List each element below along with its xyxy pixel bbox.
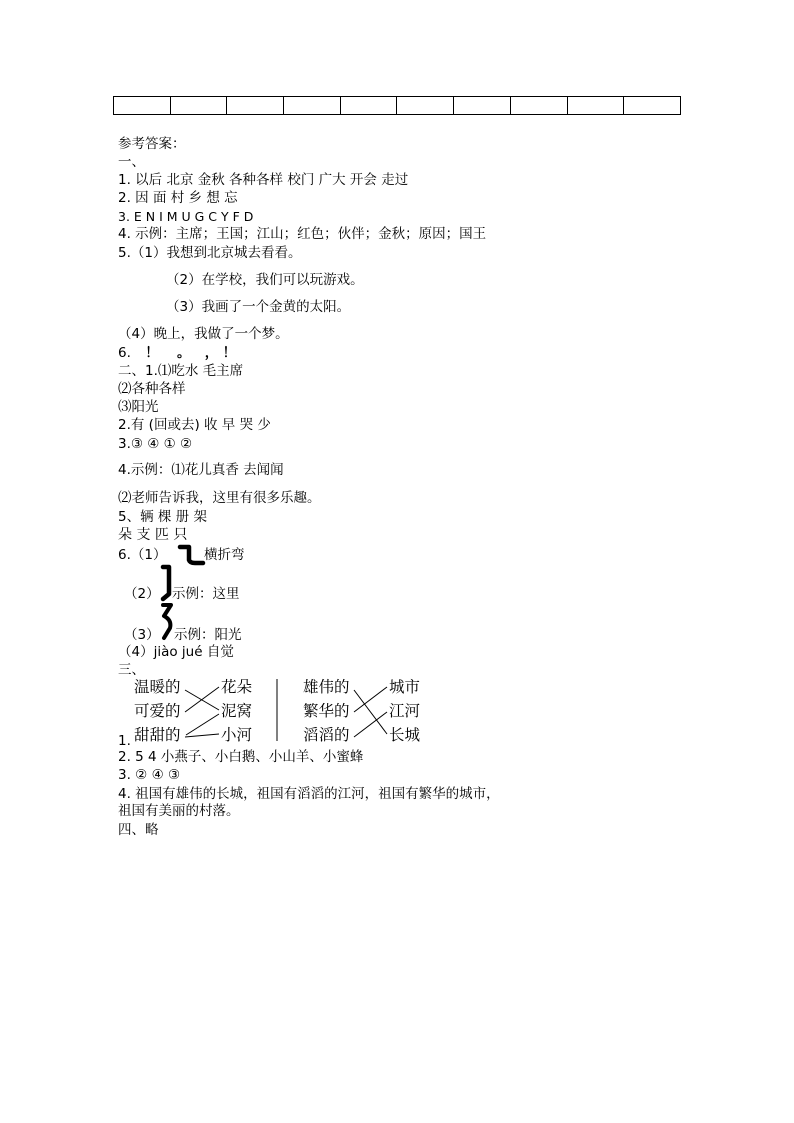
- s2-q6-2-text: 示例：这里: [172, 586, 240, 602]
- s2-q1-3: ⑶阳光: [118, 399, 159, 415]
- s2-q1-1: 二、1.⑴吃水 毛主席: [118, 363, 244, 379]
- match-left-word: 可爱的: [134, 702, 181, 720]
- match-right-word: 花朵: [221, 678, 253, 696]
- match-right-word: 小河: [221, 726, 253, 744]
- s1-q2: 2. 因 面 村 乡 想 忘: [118, 190, 238, 206]
- section-3-title: 三、: [118, 662, 145, 678]
- s2-q5-2: 朵 支 匹 只: [118, 527, 188, 543]
- match-left-word: 繁华的: [303, 702, 350, 720]
- s2-q6-1-prefix: 6.（1）: [118, 547, 167, 563]
- match-line: [354, 690, 387, 734]
- s2-q3: 3.③ ④ ① ②: [118, 436, 193, 452]
- s2-q6-3-prefix: （3）: [124, 627, 160, 643]
- s1-q5-1: 5.（1）我想到北京城去看看。: [118, 245, 302, 261]
- match-line: [185, 687, 219, 712]
- match-left-word: 雄伟的: [303, 678, 350, 696]
- s1-q6-punct-1: ！: [145, 345, 159, 361]
- s3-q2: 2. 5 4 小燕子、小白鹅、小山羊、小蜜蜂: [118, 749, 364, 765]
- s2-q1-2: ⑵各种各样: [118, 381, 186, 397]
- s1-q3: 3. E N I M U G C Y F D: [118, 209, 254, 224]
- s4: 四、略: [118, 822, 159, 838]
- match-line: [354, 712, 387, 737]
- s1-q1: 1. 以后 北京 金秋 各种各样 校门 广大 开会 走过: [118, 172, 409, 188]
- s1-q6-punct-2: 。: [176, 345, 191, 361]
- s2-q6-3-text: 示例：阳光: [174, 627, 242, 643]
- s1-q6-punct-3: ，: [204, 345, 219, 361]
- s2-q6-4: （4）jiào jué 自觉: [118, 644, 234, 660]
- s1-q4: 4. 示例：主席；王国；江山；红色；伙伴；金秋；原因；国王: [118, 226, 487, 242]
- s1-q5-4: （4）晚上，我做了一个梦。: [118, 326, 289, 342]
- s2-q4-2: ⑵老师告诉我，这里有很多乐趣。: [118, 490, 321, 506]
- s1-q5-2: （2）在学校，我们可以玩游戏。: [166, 272, 364, 288]
- match-line: [185, 734, 219, 737]
- match-right-word: 泥窝: [221, 702, 253, 720]
- section-1-title: 一、: [118, 154, 145, 170]
- match-left-word: 滔滔的: [303, 726, 350, 744]
- s2-q4-1: 4.示例：⑴花儿真香 去闻闻: [118, 462, 284, 478]
- s1-q5-3: （3）我画了一个金黄的太阳。: [166, 299, 351, 315]
- s1-q6-punct-4: ！: [222, 345, 237, 361]
- s3-q1: 1.: [118, 733, 131, 749]
- s2-q5-1: 5、辆 棵 册 架: [118, 509, 207, 525]
- match-right-word: 江河: [389, 702, 421, 720]
- s1-q6-number: 6.: [118, 345, 131, 361]
- s3-q3: 3. ② ④ ③: [118, 767, 181, 783]
- s3-q4-1: 4. 祖国有雄伟的长城，祖国有滔滔的江河，祖国有繁华的城市，: [118, 786, 500, 802]
- match-left-word: 温暖的: [134, 678, 181, 696]
- match-right-word: 长城: [389, 726, 421, 744]
- match-left-word: 甜甜的: [134, 726, 181, 744]
- s3-q4-2: 祖国有美丽的村落。: [118, 803, 240, 819]
- answers-heading: 参考答案：: [118, 136, 186, 152]
- match-right-word: 城市: [389, 678, 421, 696]
- match-line: [354, 687, 387, 712]
- s2-q2: 2.有 (回或去) 收 早 哭 少: [118, 417, 271, 433]
- s2-q6-2-prefix: （2）: [124, 586, 160, 602]
- s2-q6-1-text: 横折弯: [204, 547, 245, 563]
- match-line: [186, 714, 219, 735]
